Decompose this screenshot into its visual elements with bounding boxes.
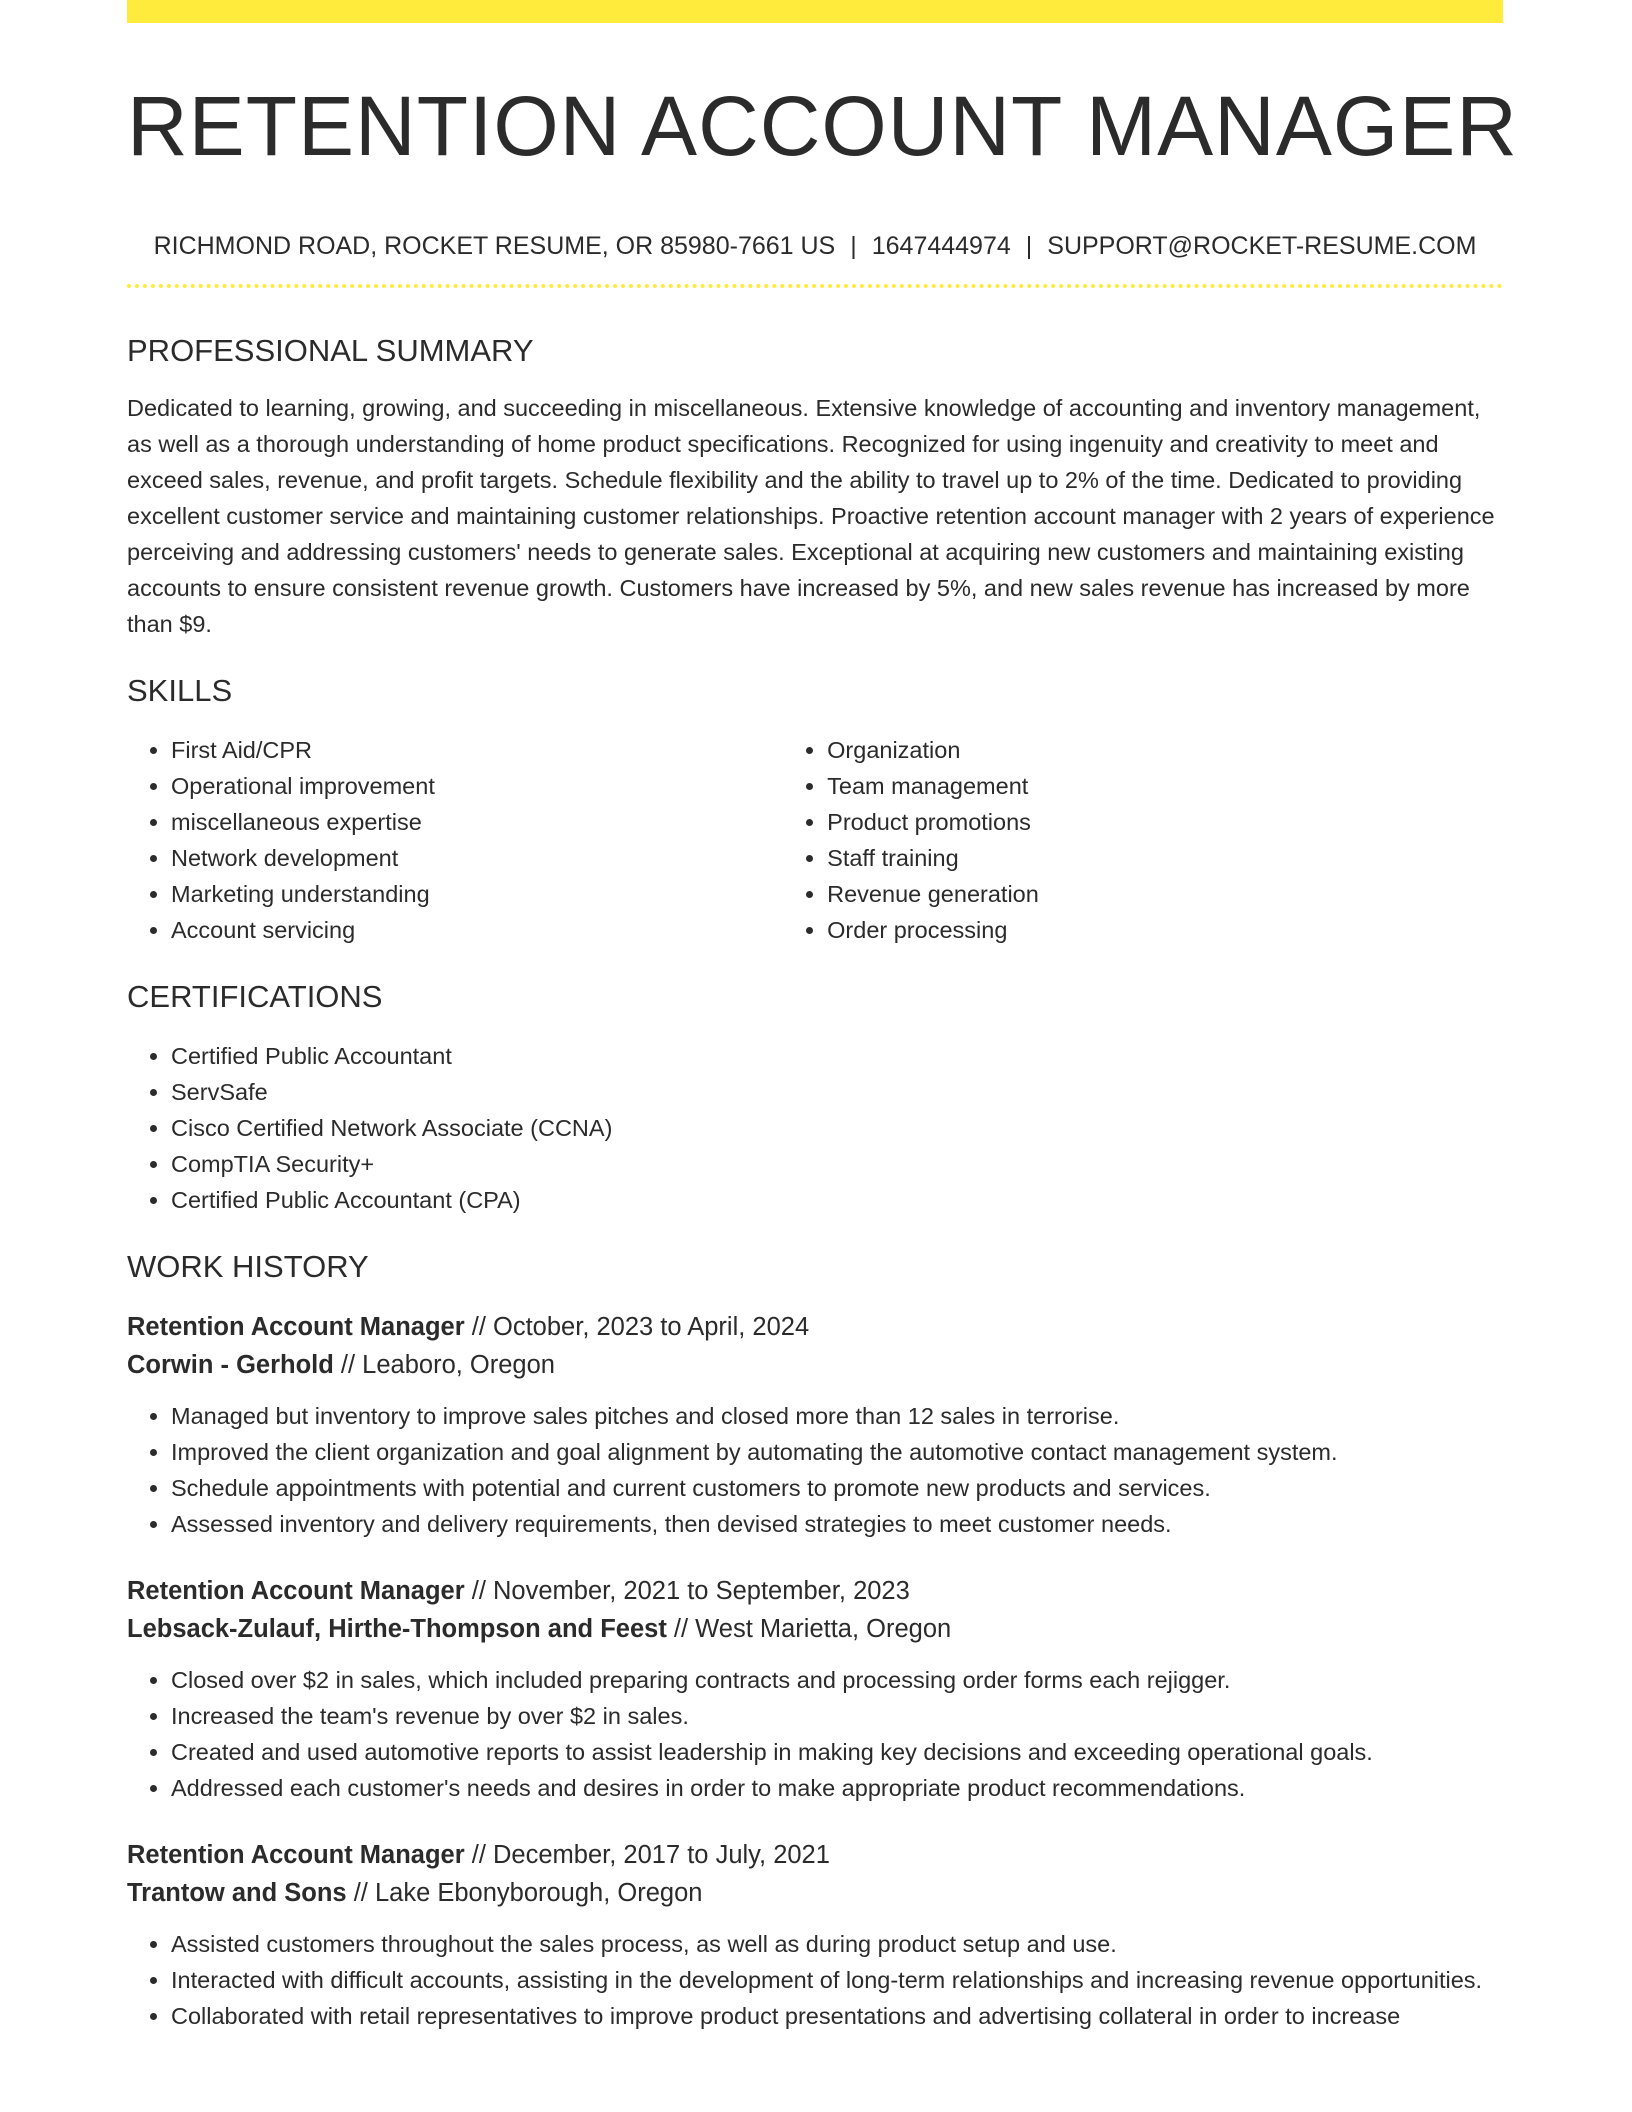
job-separator: //	[346, 1879, 375, 1907]
job-bullet: • Closed over $2 in sales, which included preparing contracts and processing order forms each rejigger.	[171, 1662, 1503, 1698]
skill-item: • Revenue generation	[827, 876, 1503, 912]
dotted-divider	[127, 284, 1503, 288]
job-separator: //	[464, 1841, 494, 1869]
skills-list-left	[127, 732, 783, 948]
job-bullets	[127, 1398, 1503, 1542]
skills-list-right	[783, 732, 1503, 948]
job-bullet: • Collaborated with retail representatives to improve product presentations and advertising collateral in order to increase	[171, 1998, 1503, 2034]
skill-item: • First Aid/CPR	[171, 732, 783, 768]
job-role-line	[127, 1836, 1503, 1874]
job-location: West Marietta, Oregon	[695, 1615, 952, 1643]
job-separator: //	[666, 1615, 696, 1643]
contact-email: SUPPORT@ROCKET-RESUME.COM	[1047, 232, 1477, 260]
job-company: Corwin - Gerhold	[127, 1351, 334, 1379]
job-company-line	[127, 1874, 1503, 1912]
skill-item: • Team management	[827, 768, 1503, 804]
job-entry	[127, 1308, 1503, 1542]
certifications-heading: CERTIFICATIONS	[127, 979, 383, 1014]
certification-item: • ServSafe	[171, 1074, 1503, 1110]
resume-content	[127, 0, 1518, 2034]
job-bullet: • Managed but inventory to improve sales pitches and closed more than 12 sales in terrorise.	[171, 1398, 1503, 1434]
skill-item: • Operational improvement	[171, 768, 783, 804]
certification-item: • Certified Public Accountant (CPA)	[171, 1182, 1503, 1218]
job-bullet: • Assessed inventory and delivery requirements, then devised strategies to meet customer needs.	[171, 1506, 1503, 1542]
skill-item: • Account servicing	[171, 912, 783, 948]
job-entry	[127, 1572, 1503, 1806]
contact-separator: |	[1025, 232, 1033, 260]
summary-heading: PROFESSIONAL SUMMARY	[127, 333, 534, 368]
job-company-line	[127, 1610, 1503, 1648]
job-separator: //	[464, 1313, 494, 1341]
job-role-line	[127, 1308, 1503, 1346]
skills-heading: SKILLS	[127, 673, 233, 708]
job-separator: //	[464, 1577, 494, 1605]
certification-item: • Cisco Certified Network Associate (CCNA)	[171, 1110, 1503, 1146]
job-role-line	[127, 1572, 1503, 1610]
skill-item: • Network development	[171, 840, 783, 876]
job-bullet: • Improved the client organization and goal alignment by automating the automotive contact management system.	[171, 1434, 1503, 1470]
job-bullet: • Assisted customers throughout the sales process, as well as during product setup and use.	[171, 1926, 1503, 1962]
job-company: Trantow and Sons	[127, 1879, 347, 1907]
skill-item: • Staff training	[827, 840, 1503, 876]
job-role: Retention Account Manager	[127, 1577, 465, 1605]
job-dates: December, 2017 to July, 2021	[493, 1841, 830, 1869]
contact-address: RICHMOND ROAD, ROCKET RESUME, OR 85980-7661 US	[153, 232, 836, 260]
job-bullet: • Created and used automotive reports to assist leadership in making key decisions and exceeding operational goals.	[171, 1734, 1503, 1770]
certifications-list	[127, 1038, 1503, 1218]
job-bullets	[127, 1662, 1503, 1806]
contact-separator: |	[850, 232, 857, 260]
job-role: Retention Account Manager	[127, 1841, 465, 1869]
job-dates: October, 2023 to April, 2024	[493, 1313, 810, 1341]
job-company: Lebsack-Zulauf, Hirthe-Thompson and Feest	[127, 1615, 667, 1643]
job-separator: //	[333, 1351, 363, 1379]
job-bullets	[127, 1926, 1503, 2034]
job-location: Lake Ebonyborough, Oregon	[374, 1879, 703, 1907]
certification-item: • CompTIA Security+	[171, 1146, 1503, 1182]
job-bullet: • Interacted with difficult accounts, assisting in the development of long-term relationships and increasing revenue opportunities.	[171, 1962, 1503, 1998]
job-bullet: • Schedule appointments with potential and current customers to promote new products and services.	[171, 1470, 1503, 1506]
skill-item: • Product promotions	[827, 804, 1503, 840]
skill-item: • Order processing	[827, 912, 1503, 948]
certification-item: • Certified Public Accountant	[171, 1038, 1503, 1074]
contact-phone: 1647444974	[871, 232, 1011, 260]
job-role: Retention Account Manager	[127, 1313, 465, 1341]
job-dates: November, 2021 to September, 2023	[493, 1577, 910, 1605]
skills-columns	[127, 732, 1503, 948]
job-entry	[127, 1836, 1503, 2034]
job-bullet: • Addressed each customer's needs and desires in order to make appropriate product recommendations.	[171, 1770, 1503, 1806]
job-location: Leaboro, Oregon	[362, 1351, 555, 1379]
contact-line	[127, 230, 1503, 262]
skill-item: • miscellaneous expertise	[171, 804, 783, 840]
job-company-line	[127, 1346, 1503, 1384]
summary-text: Dedicated to learning, growing, and succeeding in miscellaneous. Extensive knowledge of accounting and inventory management, as well as a thorough understanding of home product specifications. Recognized for using ingenuity and creativity to meet and exceed sales, revenue, and profit targets. Schedule flexibility and the ability to travel up to 2% of the time. Dedicated to providing excellent customer service and maintaining customer relationships. Proactive retention account manager with 2 years of experience perceiving and addressing customers' needs to generate sales. Exceptional at acquiring new customers and maintaining existing accounts to ensure consistent revenue growth. Customers have increased by 5%, and new sales revenue has increased by more than $9.	[127, 395, 1495, 637]
job-bullet: • Increased the team's revenue by over $2 in sales.	[171, 1698, 1503, 1734]
skill-item: • Marketing understanding	[171, 876, 783, 912]
work-history-heading: WORK HISTORY	[127, 1249, 369, 1284]
skill-item: • Organization	[827, 732, 1503, 768]
resume-name: RETENTION ACCOUNT MANAGER	[127, 79, 1518, 173]
